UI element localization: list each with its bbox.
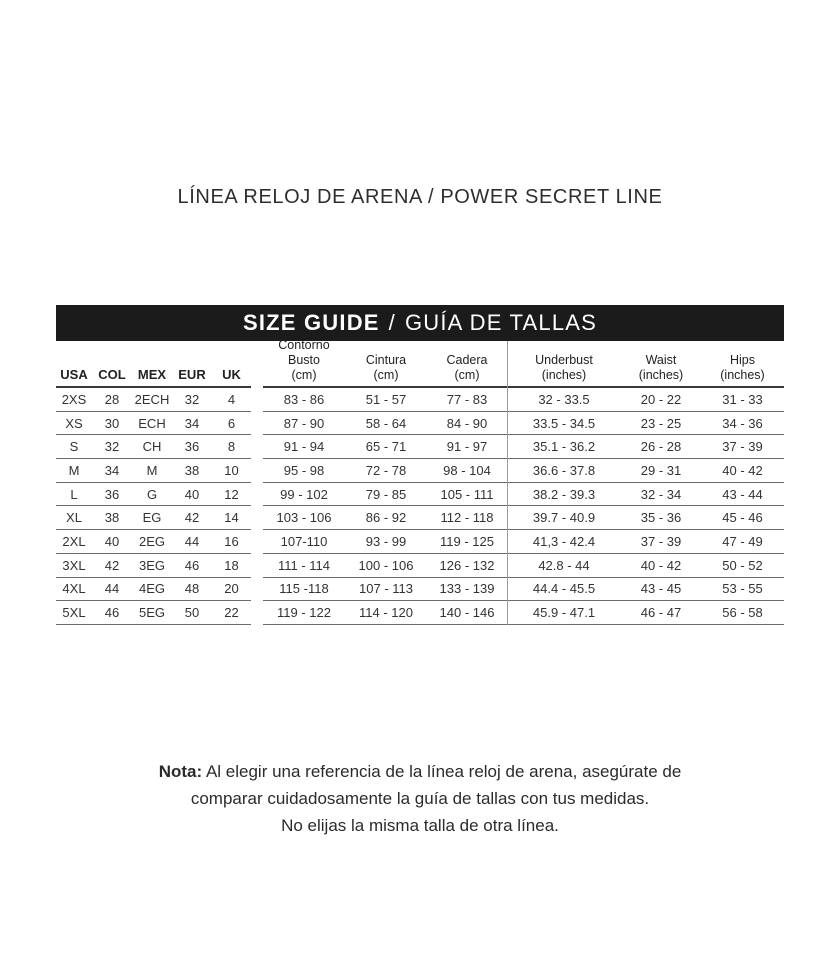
table-header-row bbox=[56, 338, 784, 388]
size-row bbox=[56, 412, 784, 436]
page-title: LÍNEA RELOJ DE ARENA / POWER SECRET LINE bbox=[177, 186, 663, 208]
cell-contorno-busto-cm: 103 - 106 bbox=[276, 510, 332, 526]
cell-waist-inches: 23 - 25 bbox=[640, 415, 682, 431]
cell-underbust-inches: 33.5 - 34.5 bbox=[532, 415, 596, 431]
row-gap bbox=[251, 601, 263, 625]
cell-uk: 6 bbox=[227, 415, 236, 431]
cell-mex: 4EG bbox=[138, 581, 165, 597]
cell-cadera-cm: 84 - 90 bbox=[446, 415, 488, 431]
row-group-measures bbox=[263, 506, 784, 530]
cell-hips-inches: 34 - 36 bbox=[722, 415, 763, 431]
cell-hips-inches: 47 - 49 bbox=[722, 533, 763, 549]
cell-uk: 16 bbox=[224, 533, 239, 549]
cell-hips-inches: 31 - 33 bbox=[722, 391, 763, 407]
cell-cintura-cm: 51 - 57 bbox=[365, 391, 407, 407]
note-line-1 bbox=[0, 758, 840, 785]
row-gap bbox=[251, 578, 263, 602]
row-gap bbox=[251, 554, 263, 578]
cell-col: 34 bbox=[104, 462, 120, 478]
cell-cadera-cm: 112 - 118 bbox=[440, 510, 494, 526]
header-cadera-label: Cadera bbox=[446, 353, 488, 367]
cell-col: 32 bbox=[104, 439, 120, 455]
cell-col: 28 bbox=[104, 391, 120, 407]
table-body bbox=[56, 388, 784, 625]
cell-cintura-cm: 65 - 71 bbox=[365, 439, 407, 455]
header-cintura-unit: (cm) bbox=[373, 368, 399, 382]
cell-eur: 42 bbox=[184, 510, 200, 526]
cell-eur: 48 bbox=[184, 581, 200, 597]
cell-waist-inches: 46 - 47 bbox=[640, 605, 682, 621]
size-guide-banner bbox=[56, 305, 784, 341]
note-line-3: No elijas la misma talla de otra línea. bbox=[281, 816, 559, 835]
size-row bbox=[56, 506, 784, 530]
cell-eur: 40 bbox=[184, 486, 200, 502]
row-group-sizes bbox=[56, 483, 251, 507]
cell-underbust-inches: 39.7 - 40.9 bbox=[532, 510, 596, 526]
cell-waist-inches: 29 - 31 bbox=[640, 462, 682, 478]
header-waist bbox=[621, 353, 701, 386]
row-group-sizes bbox=[56, 506, 251, 530]
header-cadera bbox=[427, 353, 507, 386]
cell-eur: 38 bbox=[184, 462, 200, 478]
cell-hips-inches: 40 - 42 bbox=[722, 462, 763, 478]
cell-cintura-cm: 79 - 85 bbox=[365, 486, 407, 502]
cell-usa: 5XL bbox=[62, 605, 86, 621]
row-group-measures bbox=[263, 554, 784, 578]
cell-cadera-cm: 105 - 111 bbox=[440, 486, 494, 502]
size-row bbox=[56, 388, 784, 412]
row-group-sizes bbox=[56, 601, 251, 625]
header-eur: EUR bbox=[178, 367, 206, 382]
cell-underbust-inches: 42.8 - 44 bbox=[538, 557, 590, 573]
row-group-sizes bbox=[56, 530, 251, 554]
header-hips bbox=[701, 353, 784, 386]
cell-col: 30 bbox=[104, 415, 120, 431]
size-row bbox=[56, 483, 784, 507]
cell-usa: S bbox=[69, 439, 79, 455]
cell-usa: XL bbox=[66, 510, 82, 526]
cell-col: 36 bbox=[104, 486, 120, 502]
cell-cadera-cm: 77 - 83 bbox=[446, 391, 488, 407]
cell-contorno-busto-cm: 87 - 90 bbox=[283, 415, 325, 431]
cell-contorno-busto-cm: 111 - 114 bbox=[277, 557, 331, 573]
cell-usa: M bbox=[68, 462, 80, 478]
size-row bbox=[56, 435, 784, 459]
row-group-measures bbox=[263, 435, 784, 459]
cell-cadera-cm: 140 - 146 bbox=[439, 605, 495, 621]
row-group-measures bbox=[263, 412, 784, 436]
cell-waist-inches: 35 - 36 bbox=[640, 510, 682, 526]
cell-usa: 2XS bbox=[61, 391, 87, 407]
header-contorno-busto bbox=[263, 338, 345, 386]
cell-usa: 4XL bbox=[62, 581, 86, 597]
header-underbust bbox=[507, 353, 621, 386]
cell-mex: CH bbox=[142, 439, 162, 455]
cell-col: 42 bbox=[104, 557, 120, 573]
cell-uk: 22 bbox=[224, 605, 239, 621]
cell-contorno-busto-cm: 107-110 bbox=[280, 533, 328, 549]
cell-usa: L bbox=[70, 486, 78, 502]
cell-mex: M bbox=[146, 462, 158, 478]
cell-underbust-inches: 44.4 - 45.5 bbox=[532, 581, 596, 597]
cell-hips-inches: 45 - 46 bbox=[722, 510, 763, 526]
cell-col: 46 bbox=[104, 605, 120, 621]
row-group-measures bbox=[263, 459, 784, 483]
header-usa: USA bbox=[60, 367, 88, 382]
cell-contorno-busto-cm: 91 - 94 bbox=[283, 439, 325, 455]
row-gap bbox=[251, 388, 263, 412]
table-vertical-divider bbox=[507, 341, 508, 625]
cell-waist-inches: 32 - 34 bbox=[640, 486, 682, 502]
row-gap bbox=[251, 483, 263, 507]
cell-contorno-busto-cm: 83 - 86 bbox=[283, 391, 325, 407]
cell-underbust-inches: 41,3 - 42.4 bbox=[532, 533, 596, 549]
cell-uk: 8 bbox=[227, 439, 236, 455]
cell-mex: ECH bbox=[138, 415, 166, 431]
header-contorno-busto-unit: (cm) bbox=[291, 368, 317, 382]
cell-hips-inches: 43 - 44 bbox=[722, 486, 763, 502]
cell-usa: 3XL bbox=[62, 557, 86, 573]
cell-mex: 5EG bbox=[138, 605, 165, 621]
cell-eur: 32 bbox=[184, 391, 200, 407]
row-group-sizes bbox=[56, 388, 251, 412]
header-cadera-unit: (cm) bbox=[454, 368, 480, 382]
cell-cintura-cm: 58 - 64 bbox=[365, 415, 407, 431]
cell-uk: 20 bbox=[224, 581, 239, 597]
cell-eur: 36 bbox=[184, 439, 200, 455]
cell-cadera-cm: 126 - 132 bbox=[439, 557, 495, 573]
cell-uk: 18 bbox=[224, 557, 239, 573]
cell-mex: 2EG bbox=[138, 533, 165, 549]
header-hips-label: Hips bbox=[729, 353, 755, 367]
header-group-sizes bbox=[56, 341, 251, 388]
note-label: Nota: bbox=[158, 762, 203, 781]
cell-usa: 2XL bbox=[62, 533, 86, 549]
header-waist-unit: (inches) bbox=[638, 368, 684, 382]
cell-cintura-cm: 93 - 99 bbox=[365, 533, 407, 549]
cell-cadera-cm: 91 - 97 bbox=[446, 439, 488, 455]
size-row bbox=[56, 459, 784, 483]
header-underbust-unit: (inches) bbox=[541, 368, 587, 382]
cell-underbust-inches: 38.2 - 39.3 bbox=[532, 486, 596, 502]
cell-uk: 10 bbox=[224, 462, 239, 478]
cell-mex: EG bbox=[142, 510, 162, 526]
cell-eur: 50 bbox=[184, 605, 200, 621]
row-group-sizes bbox=[56, 435, 251, 459]
cell-mex: G bbox=[146, 486, 158, 502]
row-group-measures bbox=[263, 578, 784, 602]
cell-waist-inches: 20 - 22 bbox=[640, 391, 682, 407]
header-col: COL bbox=[98, 367, 126, 382]
header-hips-unit: (inches) bbox=[720, 368, 765, 382]
cell-eur: 46 bbox=[184, 557, 200, 573]
cell-uk: 12 bbox=[224, 486, 239, 502]
cell-underbust-inches: 35.1 - 36.2 bbox=[532, 439, 596, 455]
cell-waist-inches: 26 - 28 bbox=[640, 439, 682, 455]
cell-uk: 4 bbox=[227, 391, 236, 407]
note-text bbox=[0, 758, 840, 839]
cell-contorno-busto-cm: 99 - 102 bbox=[280, 486, 328, 502]
banner-title-es: GUÍA DE TALLAS bbox=[404, 310, 598, 335]
size-guide-table bbox=[56, 305, 784, 625]
row-group-sizes bbox=[56, 412, 251, 436]
cell-waist-inches: 40 - 42 bbox=[640, 557, 682, 573]
row-gap bbox=[251, 530, 263, 554]
cell-hips-inches: 37 - 39 bbox=[722, 439, 763, 455]
cell-waist-inches: 43 - 45 bbox=[640, 581, 682, 597]
row-gap bbox=[251, 412, 263, 436]
header-mex: MEX bbox=[137, 367, 167, 382]
row-group-measures bbox=[263, 601, 784, 625]
row-group-sizes bbox=[56, 459, 251, 483]
cell-cintura-cm: 114 - 120 bbox=[359, 605, 413, 621]
cell-eur: 34 bbox=[184, 415, 200, 431]
cell-mex: 2ECH bbox=[134, 391, 170, 407]
row-gap bbox=[251, 506, 263, 530]
cell-uk: 14 bbox=[224, 510, 239, 526]
header-group-measures bbox=[263, 338, 784, 388]
size-row bbox=[56, 601, 784, 625]
header-cintura-label: Cintura bbox=[365, 353, 407, 367]
row-group-measures bbox=[263, 483, 784, 507]
header-waist-label: Waist bbox=[645, 353, 677, 367]
banner-separator: / bbox=[388, 310, 396, 335]
cell-col: 44 bbox=[104, 581, 120, 597]
cell-waist-inches: 37 - 39 bbox=[640, 533, 682, 549]
cell-hips-inches: 50 - 52 bbox=[722, 557, 763, 573]
cell-hips-inches: 53 - 55 bbox=[722, 581, 763, 597]
cell-eur: 44 bbox=[184, 533, 200, 549]
banner-title-en: SIZE GUIDE bbox=[242, 310, 380, 335]
cell-hips-inches: 56 - 58 bbox=[722, 605, 763, 621]
cell-cintura-cm: 107 - 113 bbox=[359, 581, 413, 597]
header-underbust-label: Underbust bbox=[535, 353, 593, 367]
cell-contorno-busto-cm: 119 - 122 bbox=[277, 605, 331, 621]
cell-underbust-inches: 32 - 33.5 bbox=[538, 391, 590, 407]
cell-col: 38 bbox=[104, 510, 120, 526]
row-group-measures bbox=[263, 388, 784, 412]
row-group-sizes bbox=[56, 578, 251, 602]
cell-col: 40 bbox=[104, 533, 120, 549]
row-gap bbox=[251, 459, 263, 483]
cell-underbust-inches: 45.9 - 47.1 bbox=[532, 605, 596, 621]
cell-underbust-inches: 36.6 - 37.8 bbox=[532, 462, 596, 478]
cell-contorno-busto-cm: 115 -118 bbox=[279, 581, 329, 597]
header-gap bbox=[251, 341, 263, 388]
cell-cintura-cm: 72 - 78 bbox=[365, 462, 407, 478]
cell-cintura-cm: 100 - 106 bbox=[358, 557, 414, 573]
cell-cadera-cm: 133 - 139 bbox=[439, 581, 495, 597]
cell-usa: XS bbox=[65, 415, 83, 431]
note-line-2: comparar cuidadosamente la guía de tallas con tus medidas. bbox=[190, 789, 650, 808]
header-cintura bbox=[345, 353, 427, 386]
header-contorno-busto-label: Contorno Busto bbox=[278, 338, 330, 367]
cell-mex: 3EG bbox=[138, 557, 165, 573]
note-line-1-text: Al elegir una referencia de la línea reloj de arena, asegúrate de bbox=[205, 762, 682, 781]
cell-cadera-cm: 119 - 125 bbox=[440, 533, 494, 549]
row-gap bbox=[251, 435, 263, 459]
row-group-sizes bbox=[56, 554, 251, 578]
cell-contorno-busto-cm: 95 - 98 bbox=[283, 462, 325, 478]
size-row bbox=[56, 578, 784, 602]
cell-cintura-cm: 86 - 92 bbox=[365, 510, 407, 526]
size-row bbox=[56, 554, 784, 578]
header-uk: UK bbox=[222, 367, 241, 382]
cell-cadera-cm: 98 - 104 bbox=[443, 462, 491, 478]
size-row bbox=[56, 530, 784, 554]
row-group-measures bbox=[263, 530, 784, 554]
